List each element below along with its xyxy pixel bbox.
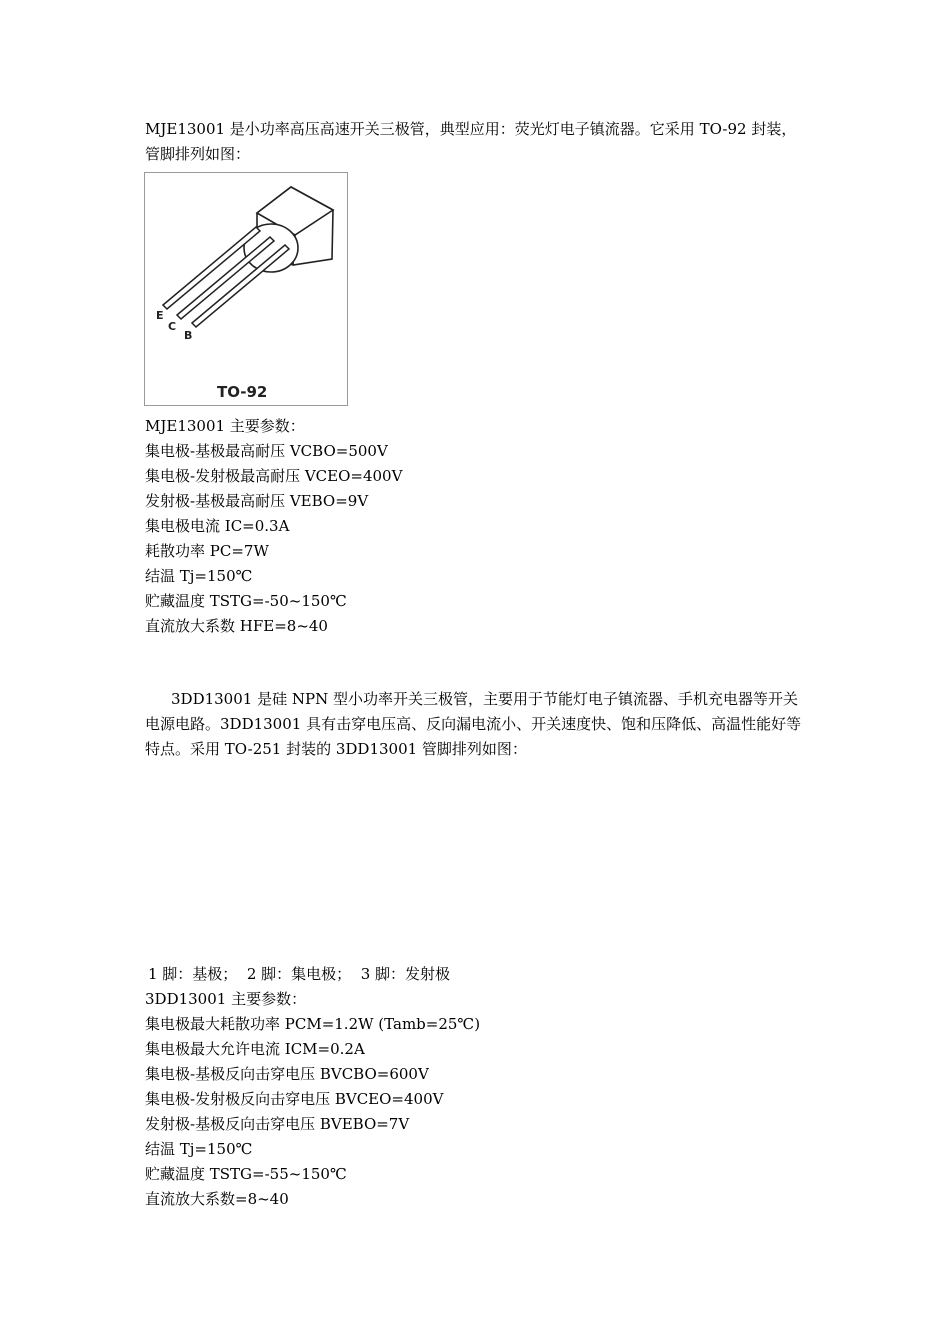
mje13001-param: 直流放大系数 HFE=8~40: [145, 617, 328, 635]
3dd13001-param: 集电极最大允许电流 ICM=0.2A: [145, 1040, 365, 1058]
3dd13001-param: 集电极最大耗散功率 PCM=1.2W (Tamb=25℃): [145, 1015, 481, 1033]
3dd13001-param: 直流放大系数=8~40: [145, 1190, 289, 1208]
mje13001-param: 耗散功率 PC=7W: [145, 542, 269, 560]
mje13001-param: 结温 Tj=150℃: [145, 567, 253, 585]
to92-pinout-figure: [144, 172, 348, 406]
3dd13001-params-title: 3DD13001 主要参数：: [145, 990, 307, 1008]
pin-c-label: C: [168, 320, 177, 333]
mje13001-intro: MJE13001 是小功率高压高速开关三极管，典型应用：荧光灯电子镇流器。它采用 TO-92 封装，管脚排列如图：: [145, 120, 797, 163]
3dd13001-param: 结温 Tj=150℃: [145, 1140, 253, 1158]
3dd13001-pins-line: 1 脚：基极； 2 脚：集电极； 3 脚：发射极: [148, 965, 451, 983]
mje13001-param: 发射极-基极最高耐压 VEBO=9V: [145, 492, 369, 510]
3dd13001-param: 发射极-基极反向击穿电压 BVEBO=7V: [145, 1115, 410, 1133]
3dd13001-param: 贮藏温度 TSTG=-55~150℃: [145, 1165, 347, 1183]
pin-b-label: B: [184, 329, 193, 342]
3dd13001-param: 集电极-基极反向击穿电压 BVCBO=600V: [145, 1065, 429, 1083]
pin-e-label: E: [156, 309, 164, 322]
mje13001-params-title: MJE13001 主要参数：: [145, 417, 305, 435]
3dd13001-intro: 3DD13001 是硅 NPN 型小功率开关三极管，主要用于节能灯电子镇流器、手机充电器等开关电源电路。3DD13001 具有击穿电压高、反向漏电流小、开关速度快、饱和压降低、高温性能好等特点。采用 TO-251 封装的 3DD13001 管脚排列如图：: [145, 690, 802, 758]
package-label: TO-92: [217, 383, 268, 401]
mje13001-param: 贮藏温度 TSTG=-50~150℃: [145, 592, 347, 610]
mje13001-param: 集电极电流 IC=0.3A: [145, 517, 290, 535]
mje13001-param: 集电极-发射极最高耐压 VCEO=400V: [145, 467, 403, 485]
to92-transistor-drawing: [145, 173, 347, 405]
3dd13001-param: 集电极-发射极反向击穿电压 BVCEO=400V: [145, 1090, 444, 1108]
mje13001-param: 集电极-基极最高耐压 VCBO=500V: [145, 442, 388, 460]
